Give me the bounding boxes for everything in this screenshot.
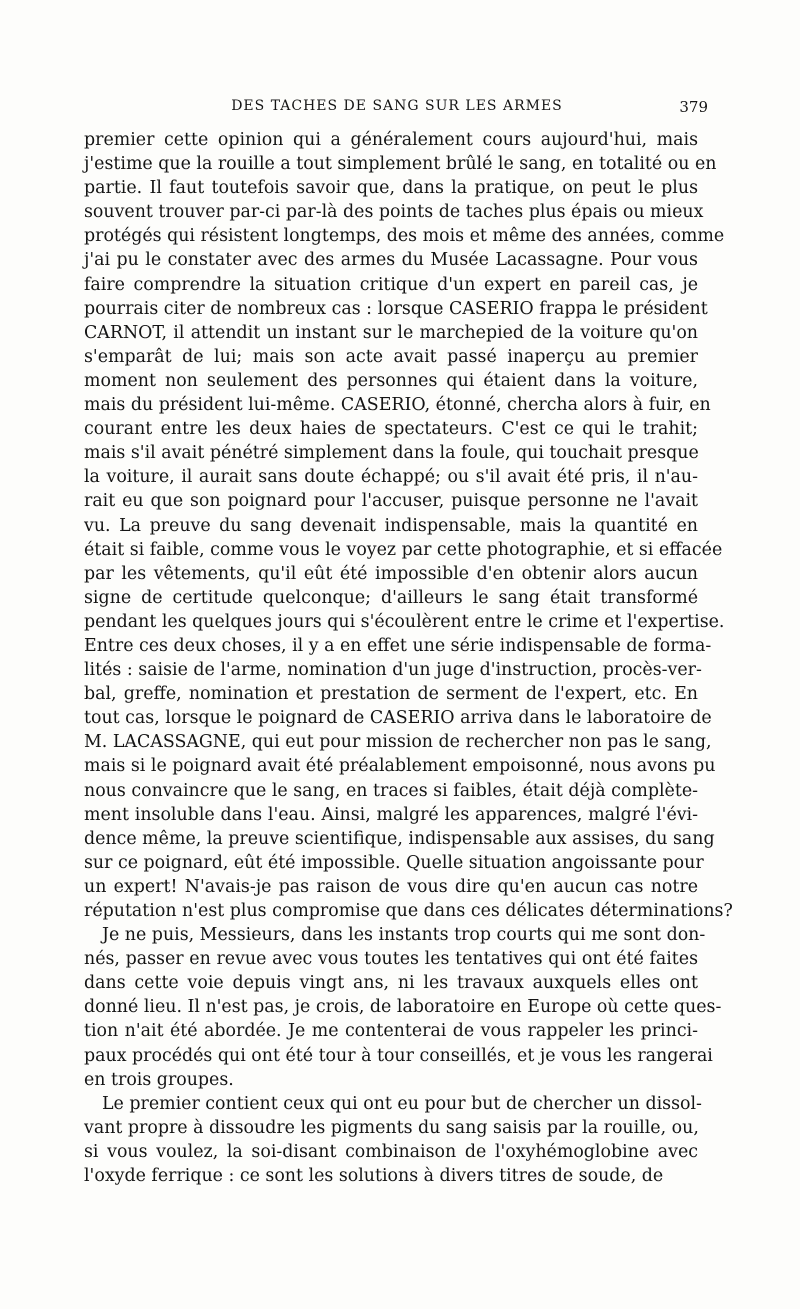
text-line: vant propre à dissoudre les pigments du sang saisis par la rouille, ou,: [84, 1117, 699, 1138]
text-line: protégés qui résistent longtemps, des mois et même des années, comme: [84, 226, 725, 247]
paragraph: [84, 128, 733, 923]
text-line: mais si le poignard avait été préalablement empoisonné, nous avons pu: [84, 756, 716, 777]
text-line: dence même, la preuve scientifique, indispensable aux assises, du sang: [84, 828, 715, 849]
text-line: partie. Il faut toutefois savoir que, dans la pratique, on peut le plus: [84, 178, 698, 199]
text-line: bal, greffe, nomination et prestation de serment de l'expert, etc. En: [84, 684, 698, 705]
text-line: rait eu que son poignard pour l'accuser, puisque personne ne l'avait: [84, 491, 698, 512]
text-line: souvent trouver par-ci par-là des points de taches plus épais ou mieux: [84, 202, 704, 223]
text-line: nés, passer en revue avec vous toutes les tentatives qui ont été faites: [84, 949, 698, 970]
text-line: l'oxyde ferrique : ce sont les solutions à divers titres de soude, de: [84, 1166, 664, 1187]
page-number: 379: [679, 98, 708, 116]
text-line: Le premier contient ceux qui ont eu pour but de chercher un dissol-: [102, 1093, 702, 1114]
text-line: s'emparât de lui; mais son acte avait passé inaperçu au premier: [84, 346, 698, 367]
text-line: M. LACASSAGNE, qui eut pour mission de rechercher non pas le sang,: [84, 732, 712, 753]
text-line: réputation n'est plus compromise que dans ces délicates déterminations?: [84, 901, 733, 921]
text-line: faire comprendre la situation critique d'un expert en pareil cas, je: [84, 274, 698, 295]
text-line: sur ce poignard, eût été impossible. Quelle situation angoissante pour: [84, 852, 704, 873]
text-line: mais s'il avait pénétré simplement dans la foule, qui touchait presque: [84, 443, 699, 464]
text-line: nous convaincre que le sang, en traces si faibles, était déjà complète-: [84, 780, 698, 801]
body-text: [84, 128, 733, 1188]
text-line: tout cas, lorsque le poignard de CASERIO arriva dans le laboratoire de: [84, 708, 712, 729]
text-line: premier cette opinion qui a généralement cours aujourd'hui, mais: [84, 130, 698, 150]
text-line: un expert! N'avais-je pas raison de vous dire qu'en aucun cas notre: [84, 876, 698, 897]
text-line: paux procédés qui ont été tour à tour conseillés, et je vous les rangerai: [84, 1045, 713, 1066]
text-line: si vous voulez, la soi-disant combinaison de l'oxyhémoglobine avec: [84, 1141, 698, 1162]
text-line: j'ai pu le constater avec des armes du Musée Lacassagne. Pour vous: [84, 250, 698, 271]
text-line: dans cette voie depuis vingt ans, ni les travaux auxquels elles ont: [84, 973, 698, 994]
text-line: mais du président lui-même. CASERIO, étonné, chercha alors à fuir, en: [84, 395, 711, 416]
text-line: vu. La preuve du sang devenait indispensable, mais la quantité en: [84, 515, 698, 536]
text-line: la voiture, il aurait sans doute échappé; ou s'il avait été pris, il n'au-: [84, 467, 698, 488]
text-line: en trois groupes.: [84, 1069, 234, 1090]
text-line: courant entre les deux haies de spectateurs. C'est ce qui le trahit;: [84, 419, 698, 440]
text-line: tion n'ait été abordée. Je me contenterai de vous rappeler les princi-: [84, 1021, 698, 1042]
text-line: ment insoluble dans l'eau. Ainsi, malgré les apparences, malgré l'évi-: [84, 804, 698, 825]
page-header: [86, 98, 708, 124]
text-line: CARNOT, il attendit un instant sur le marchepied de la voiture qu'on: [84, 322, 698, 343]
paragraph: [84, 923, 722, 1092]
text-line: Je ne puis, Messieurs, dans les instants trop courts qui me sont don-: [102, 925, 706, 946]
text-line: pendant les quelques jours qui s'écoulèrent entre le crime et l'expertise.: [84, 611, 725, 632]
text-line: Entre ces deux choses, il y a en effet une série indispensable de forma-: [84, 635, 712, 656]
text-line: par les vêtements, qu'il eût été impossible d'en obtenir alors aucun: [84, 563, 698, 584]
text-line: j'estime que la rouille a tout simplement brûlé le sang, en totalité ou en: [84, 154, 717, 175]
text-line: moment non seulement des personnes qui étaient dans la voiture,: [84, 370, 698, 391]
text-line: pourrais citer de nombreux cas : lorsque CASERIO frappa le président: [84, 298, 708, 319]
paragraph: [84, 1092, 702, 1188]
text-line: était si faible, comme vous le voyez par cette photographie, et si effacée: [84, 539, 723, 560]
running-title: DES TACHES DE SANG SUR LES ARMES: [231, 98, 563, 114]
text-line: donné lieu. Il n'est pas, je crois, de laboratoire en Europe où cette ques-: [84, 997, 722, 1018]
text-line: signe de certitude quelconque; d'ailleurs le sang était transformé: [84, 587, 698, 608]
text-line: lités : saisie de l'arme, nomination d'un juge d'instruction, procès-ver-: [84, 660, 702, 681]
